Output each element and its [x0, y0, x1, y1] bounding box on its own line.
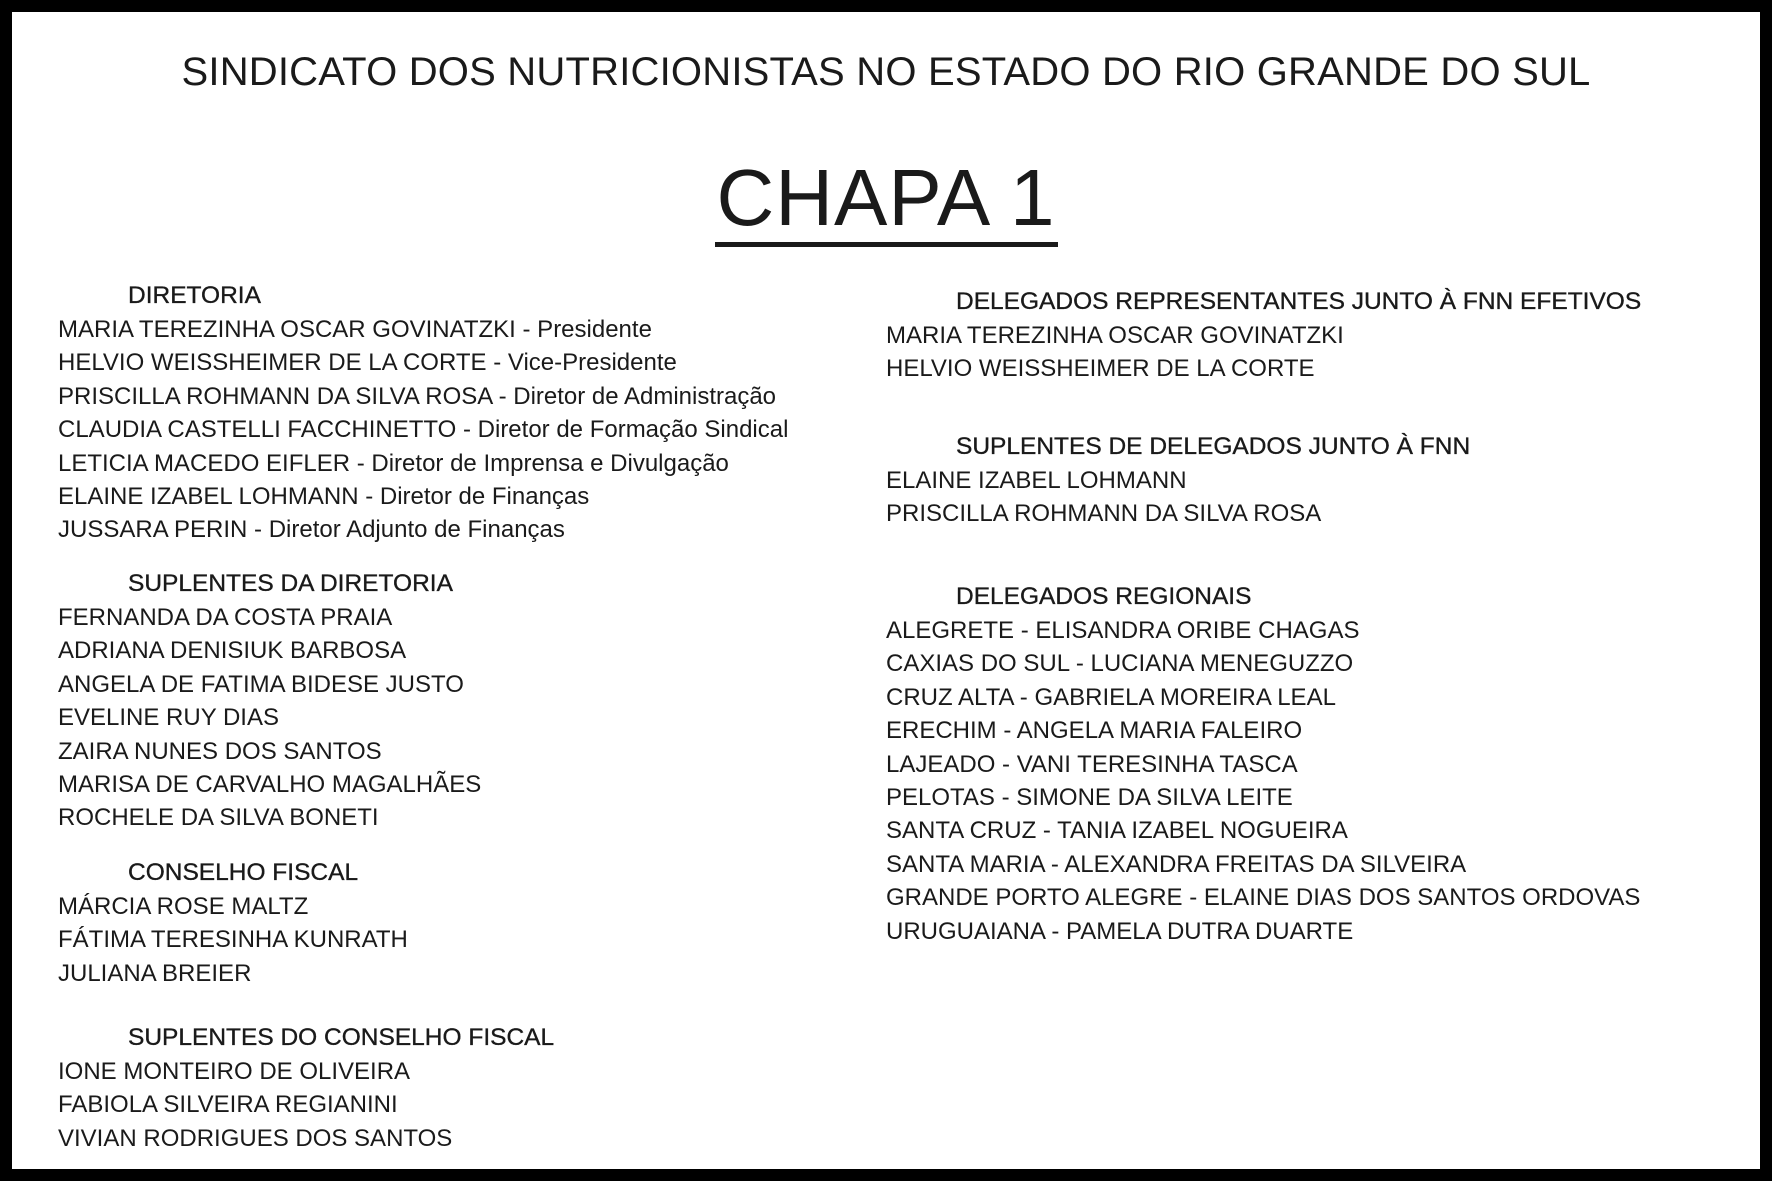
list-item: ZAIRA NUNES DOS SANTOS [58, 737, 382, 765]
list-item: PRISCILLA ROHMANN DA SILVA ROSA - Diretor de Administração [58, 382, 777, 410]
section-delegados-efetivos [886, 286, 1641, 386]
list-item: PELOTAS - SIMONE DA SILVA LEITE [886, 784, 1293, 812]
list-item: MÁRCIA ROSE MALTZ [58, 893, 309, 920]
section-suplentes-diretoria [58, 568, 481, 835]
section-heading: SUPLENTES DO CONSELHO FISCAL [128, 1024, 555, 1051]
section-heading: SUPLENTES DE DELEGADOS JUNTO À FNN [956, 433, 1471, 460]
chapa-title [12, 152, 1760, 247]
list-item: JUSSARA PERIN - Diretor Adjunto de Finanças [58, 516, 565, 544]
diretoria-list [58, 313, 788, 547]
list-item: ADRIANA DENISIUK BARBOSA [58, 637, 407, 665]
list-item: SANTA CRUZ - TANIA IZABEL NOGUEIRA [886, 817, 1348, 845]
conselho-fiscal-list [58, 890, 408, 990]
list-item: SANTA MARIA - ALEXANDRA FREITAS DA SILVEIRA [886, 850, 1467, 878]
chapa-title-text: CHAPA 1 [715, 156, 1058, 247]
list-item: IONE MONTEIRO DE OLIVEIRA [58, 1058, 411, 1085]
list-item: ERECHIM - ANGELA MARIA FALEIRO [886, 717, 1303, 745]
list-item: ELAINE IZABEL LOHMANN - Diretor de Finanças [58, 483, 590, 511]
list-item: FERNANDA DA COSTA PRAIA [58, 604, 393, 631]
section-heading: DIRETORIA [128, 282, 261, 309]
list-item: VIVIAN RODRIGUES DOS SANTOS [58, 1124, 453, 1152]
document-frame [12, 12, 1760, 1169]
section-diretoria [58, 280, 788, 547]
list-item: PRISCILLA ROHMANN DA SILVA ROSA [886, 500, 1322, 528]
list-item: GRANDE PORTO ALEGRE - ELAINE DIAS DOS SANTOS ORDOVAS [886, 884, 1641, 912]
list-item: URUGUAIANA - PAMELA DUTRA DUARTE [886, 917, 1354, 945]
list-item: EVELINE RUY DIAS [58, 704, 279, 732]
list-item: ROCHELE DA SILVA BONETI [58, 804, 379, 832]
list-item: MARIA TEREZINHA OSCAR GOVINATZKI [886, 322, 1344, 349]
list-item: JULIANA BREIER [58, 959, 252, 987]
list-item: ELAINE IZABEL LOHMANN [886, 467, 1187, 494]
delegados-regionais-list [886, 614, 1640, 948]
section-conselho-fiscal [58, 857, 408, 990]
list-item: ALEGRETE - ELISANDRA ORIBE CHAGAS [886, 617, 1360, 644]
list-item: ANGELA DE FATIMA BIDESE JUSTO [58, 670, 464, 698]
suplentes-conselho-fiscal-list [58, 1055, 554, 1155]
list-item: CRUZ ALTA - GABRIELA MOREIRA LEAL [886, 683, 1336, 711]
section-delegados-regionais [886, 581, 1640, 948]
section-heading: DELEGADOS REPRESENTANTES JUNTO À FNN EFETIVOS [956, 288, 1642, 315]
list-item: FÁTIMA TERESINHA KUNRATH [58, 926, 408, 954]
list-item: LAJEADO - VANI TERESINHA TASCA [886, 750, 1298, 778]
suplentes-delegados-list [886, 464, 1470, 531]
list-item: HELVIO WEISSHEIMER DE LA CORTE [886, 355, 1315, 383]
section-heading: SUPLENTES DA DIRETORIA [128, 570, 453, 597]
section-suplentes-conselho-fiscal [58, 1022, 554, 1155]
list-item: LETICIA MACEDO EIFLER - Diretor de Imprensa e Divulgação [58, 449, 729, 477]
list-item: FABIOLA SILVEIRA REGIANINI [58, 1091, 398, 1119]
list-item: CLAUDIA CASTELLI FACCHINETTO - Diretor de Formação Sindical [58, 416, 789, 444]
list-item: MARISA DE CARVALHO MAGALHÃES [58, 771, 482, 799]
list-item: MARIA TEREZINHA OSCAR GOVINATZKI - Presidente [58, 316, 652, 343]
list-item: HELVIO WEISSHEIMER DE LA CORTE - Vice-Presidente [58, 349, 677, 377]
suplentes-diretoria-list [58, 601, 481, 835]
section-heading: DELEGADOS REGIONAIS [956, 583, 1252, 610]
section-heading: CONSELHO FISCAL [128, 859, 359, 886]
delegados-efetivos-list [886, 319, 1641, 386]
section-suplentes-delegados [886, 431, 1470, 531]
list-item: CAXIAS DO SUL - LUCIANA MENEGUZZO [886, 650, 1354, 678]
organization-title: SINDICATO DOS NUTRICIONISTAS NO ESTADO DO RIO GRANDE DO SUL [181, 50, 1591, 94]
